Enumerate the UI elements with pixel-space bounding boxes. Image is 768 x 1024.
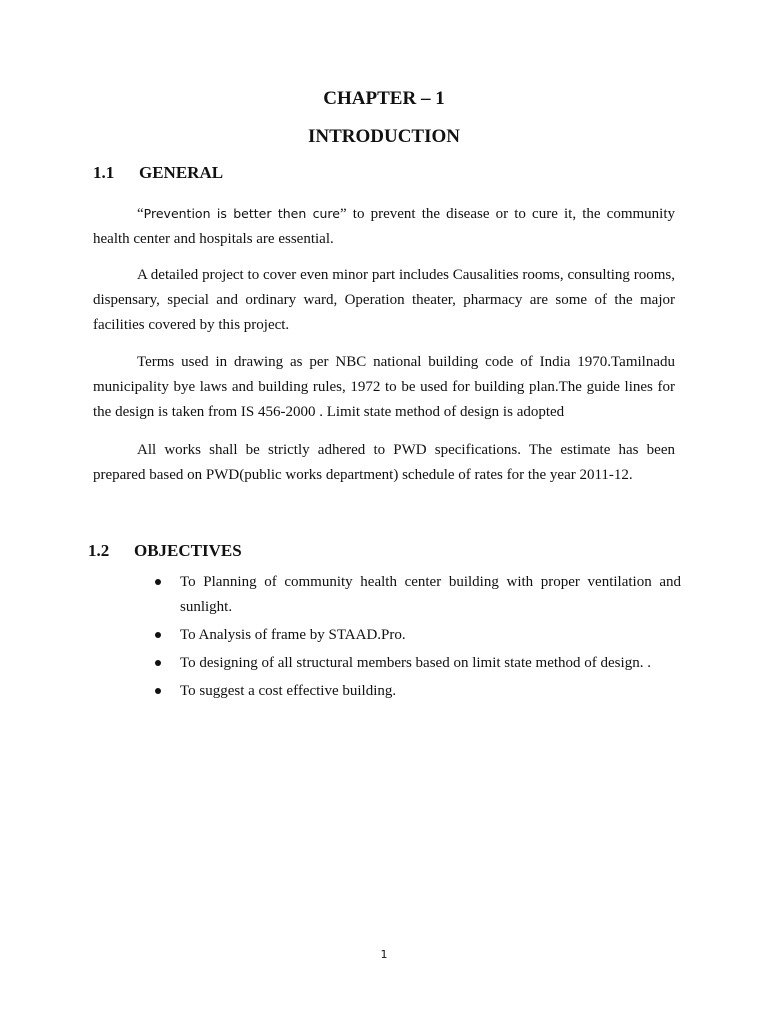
section-title: GENERAL <box>139 163 224 182</box>
chapter-heading: CHAPTER – 1 <box>323 88 445 109</box>
list-item: To designing of all structural members based on limit state method of design. . <box>155 651 681 676</box>
section-number: 1.2 <box>88 541 110 560</box>
bullet-icon <box>155 632 161 638</box>
page-number: 1 <box>380 948 388 961</box>
paragraph-codes: Terms used in drawing as per NBC national building code of India 1970.Tamilnadu municipality bye laws and building rules, 1972 to be used for building plan.The guide lines for the design is taken from IS 456-2000 . Limit state method of design is adopted <box>93 354 675 420</box>
objectives-list <box>155 570 681 707</box>
quoted-phrase: Prevention is better then cure <box>143 206 340 221</box>
list-item: To Analysis of frame by STAAD.Pro. <box>155 623 681 648</box>
paragraph-project-scope: A detailed project to cover even minor part includes Causalities rooms, consulting rooms, dispensary, special and ordinary ward, Operation theater, pharmacy are some of the major facilities covered by this project. <box>93 267 675 333</box>
section-heading-objectives <box>88 541 242 561</box>
bullet-icon <box>155 688 161 694</box>
chapter-title: INTRODUCTION <box>307 126 461 147</box>
list-item: To Planning of community health center building with proper ventilation and sunlight. <box>155 570 681 620</box>
section-title: OBJECTIVES <box>134 541 242 560</box>
bullet-icon <box>155 579 161 585</box>
bullet-icon <box>155 660 161 666</box>
section-heading-general <box>93 163 223 183</box>
list-item: To suggest a cost effective building. <box>155 679 681 704</box>
paragraph-prevention: “Prevention is better then cure” to prevent the disease or to cure it, the community health center and hospitals are essential. <box>93 206 675 247</box>
section-number: 1.1 <box>93 163 115 182</box>
paragraph-estimate: All works shall be strictly adhered to PWD specifications. The estimate has been prepared based on PWD(public works department) schedule of rates for the year 2011-12. <box>93 442 675 483</box>
